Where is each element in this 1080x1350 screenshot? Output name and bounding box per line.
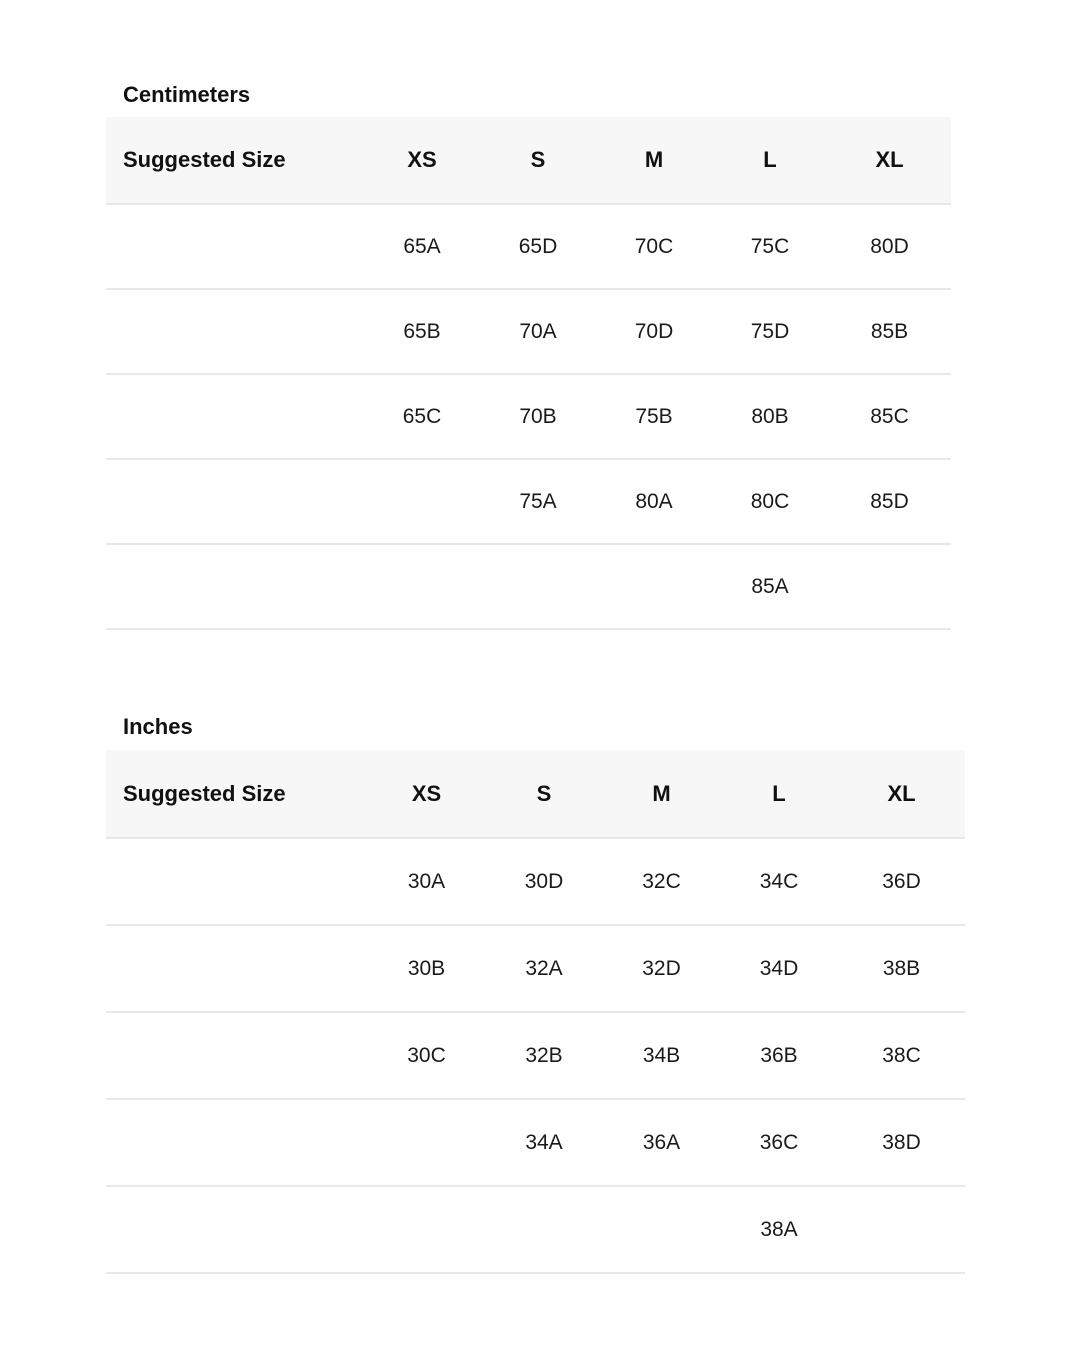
table-cell: 38C (838, 1012, 965, 1099)
table-cell: 38D (838, 1099, 965, 1186)
table-cell: 32C (603, 838, 720, 925)
row-label-cell (106, 1186, 368, 1273)
table-row (106, 374, 951, 459)
table-cell: 38A (720, 1186, 838, 1273)
size-header-s: S (480, 117, 596, 204)
table-cell: 80C (712, 459, 828, 544)
table-row (106, 544, 951, 629)
table-cell: 65B (364, 289, 480, 374)
table-cell: 30C (368, 1012, 485, 1099)
table-cell: 34A (485, 1099, 603, 1186)
table-row (106, 459, 951, 544)
size-header-s: S (485, 750, 603, 838)
table-cell: 85C (828, 374, 951, 459)
row-label-cell (106, 838, 368, 925)
table-cell: 36B (720, 1012, 838, 1099)
table-cell: 32D (603, 925, 720, 1012)
table-cell: 80A (596, 459, 712, 544)
table-cell: 32A (485, 925, 603, 1012)
size-header-l: L (712, 117, 828, 204)
table-cell (368, 1099, 485, 1186)
table-cell: 85D (828, 459, 951, 544)
size-header-m: M (603, 750, 720, 838)
size-header-m: M (596, 117, 712, 204)
inches-title: Inches (123, 714, 193, 739)
size-header-l: L (720, 750, 838, 838)
table-cell (603, 1186, 720, 1273)
table-row (106, 1099, 965, 1186)
row-label-cell (106, 459, 364, 544)
table-cell: 32B (485, 1012, 603, 1099)
table-header-row (106, 750, 965, 838)
table-cell: 30A (368, 838, 485, 925)
table-cell: 34C (720, 838, 838, 925)
centimeters-title: Centimeters (123, 82, 251, 107)
suggested-size-header: Suggested Size (106, 750, 368, 838)
row-label-cell (106, 1099, 368, 1186)
table-cell: 70A (480, 289, 596, 374)
table-row (106, 204, 951, 289)
row-label-cell (106, 289, 364, 374)
table-cell: 34D (720, 925, 838, 1012)
suggested-size-header: Suggested Size (106, 117, 364, 204)
row-label-cell (106, 204, 364, 289)
table-row (106, 925, 965, 1012)
inches-size-table (106, 750, 965, 1274)
row-label-cell (106, 925, 368, 1012)
table-row (106, 1012, 965, 1099)
table-cell (364, 544, 480, 629)
row-label-cell (106, 1012, 368, 1099)
table-cell: 30B (368, 925, 485, 1012)
size-header-xl: XL (838, 750, 965, 838)
size-header-xs: XS (368, 750, 485, 838)
table-header-row (106, 117, 951, 204)
table-cell: 65A (364, 204, 480, 289)
table-cell: 75A (480, 459, 596, 544)
table-cell: 36D (838, 838, 965, 925)
table-cell: 80B (712, 374, 828, 459)
table-cell: 75C (712, 204, 828, 289)
centimeters-size-table (106, 117, 951, 630)
table-cell (480, 544, 596, 629)
table-cell: 36A (603, 1099, 720, 1186)
table-cell (828, 544, 951, 629)
table-cell (838, 1186, 965, 1273)
row-label-cell (106, 374, 364, 459)
row-label-cell (106, 544, 364, 629)
table-row (106, 289, 951, 374)
table-cell: 65C (364, 374, 480, 459)
table-cell (596, 544, 712, 629)
table-cell: 85A (712, 544, 828, 629)
table-row (106, 1186, 965, 1273)
table-cell: 70D (596, 289, 712, 374)
size-header-xl: XL (828, 117, 951, 204)
table-cell: 75B (596, 374, 712, 459)
table-cell: 85B (828, 289, 951, 374)
table-cell: 38B (838, 925, 965, 1012)
table-cell (368, 1186, 485, 1273)
table-cell: 34B (603, 1012, 720, 1099)
table-cell (364, 459, 480, 544)
table-cell: 70C (596, 204, 712, 289)
table-cell: 80D (828, 204, 951, 289)
table-row (106, 838, 965, 925)
table-cell: 65D (480, 204, 596, 289)
table-cell: 36C (720, 1099, 838, 1186)
size-header-xs: XS (364, 117, 480, 204)
table-cell: 70B (480, 374, 596, 459)
table-cell (485, 1186, 603, 1273)
table-cell: 30D (485, 838, 603, 925)
table-cell: 75D (712, 289, 828, 374)
